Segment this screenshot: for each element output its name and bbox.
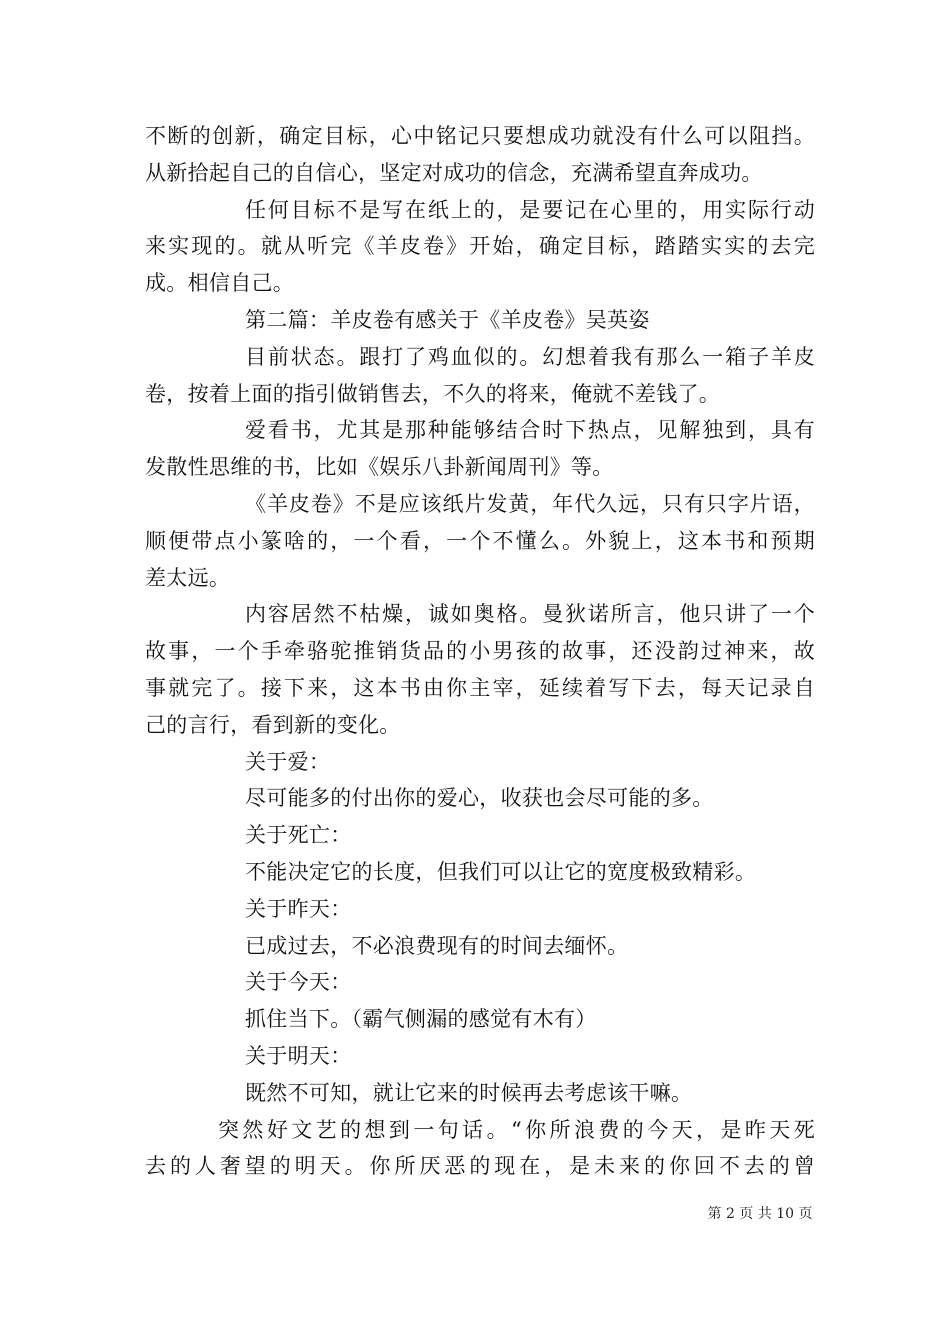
text-line: 关于今天： xyxy=(245,970,352,995)
text-line: 已成过去，不必浪费现有的时间去缅怀。 xyxy=(245,933,629,958)
text-line: 内容居然不枯燥，诚如奥格。曼狄诺所言，他只讲了一个 xyxy=(245,602,815,627)
text-line: 目前状态。跟打了鸡血似的。幻想着我有那么一箱子羊皮 xyxy=(245,344,815,369)
text-line: 来实现的。就从听完《羊皮卷》开始，确定目标，踏踏实实的去完 xyxy=(145,234,815,259)
text-line: 关于死亡： xyxy=(245,823,352,848)
text-line: 差太远。 xyxy=(145,565,231,590)
text-line: 己的言行，看到新的变化。 xyxy=(145,712,401,737)
text-line: 卷，按着上面的指引做销售去，不久的将来，俺就不差钱了。 xyxy=(145,381,721,406)
text-line: 既然不可知，就让它来的时候再去考虑该干嘛。 xyxy=(245,1080,693,1105)
text-line: 尽可能多的付出你的爱心，收获也会尽可能的多。 xyxy=(245,786,714,811)
text-line: 不能决定它的长度，但我们可以让它的宽度极致精彩。 xyxy=(245,859,757,884)
text-line: 故事，一个手牵骆驼推销货品的小男孩的故事，还没韵过神来，故 xyxy=(145,639,815,664)
text-line: 爱看书，尤其是那种能够结合时下热点，见解独到，具有 xyxy=(245,418,815,443)
text-line: 关于昨天： xyxy=(245,896,352,921)
text-line: 顺便带点小篆啥的，一个看，一个不懂么。外貌上，这本书和预期 xyxy=(145,528,815,553)
text-line: 从新拾起自己的自信心，坚定对成功的信念，充满希望直奔成功。 xyxy=(145,160,763,185)
text-line: 不断的创新，确定目标，心中铭记只要想成功就没有什么可以阻挡。 xyxy=(145,124,815,148)
text-line: 任何目标不是写在纸上的，是要记在心里的，用实际行动 xyxy=(245,197,815,222)
text-line: 发散性思维的书，比如《娱乐八卦新闻周刊》等。 xyxy=(145,455,614,480)
text-line: 关于明天： xyxy=(245,1043,352,1068)
text-line: 成。相信自己。 xyxy=(145,271,295,296)
text-line: 《羊皮卷》不是应该纸片发黄，年代久远，只有只字片语， xyxy=(245,491,815,516)
text-line: 去的人奢望的明天。你所厌恶的现在，是未来的你回不去的曾 xyxy=(145,1154,815,1179)
text-line: 抓住当下。（霸气侧漏的感觉有木有） xyxy=(245,1007,597,1032)
text-line: 突然好文艺的想到一句话。“你所浪费的今天，是昨天死 xyxy=(218,1117,815,1142)
text-line: 事就完了。接下来，这本书由你主宰，延续着写下去，每天记录自 xyxy=(145,675,815,700)
text-line: 第二篇：羊皮卷有感关于《羊皮卷》吴英姿 xyxy=(245,307,650,332)
page-footer: 第 2 页 共 10 页 xyxy=(707,1206,813,1222)
text-line: 关于爱： xyxy=(245,749,331,774)
document-body xyxy=(145,118,815,1185)
